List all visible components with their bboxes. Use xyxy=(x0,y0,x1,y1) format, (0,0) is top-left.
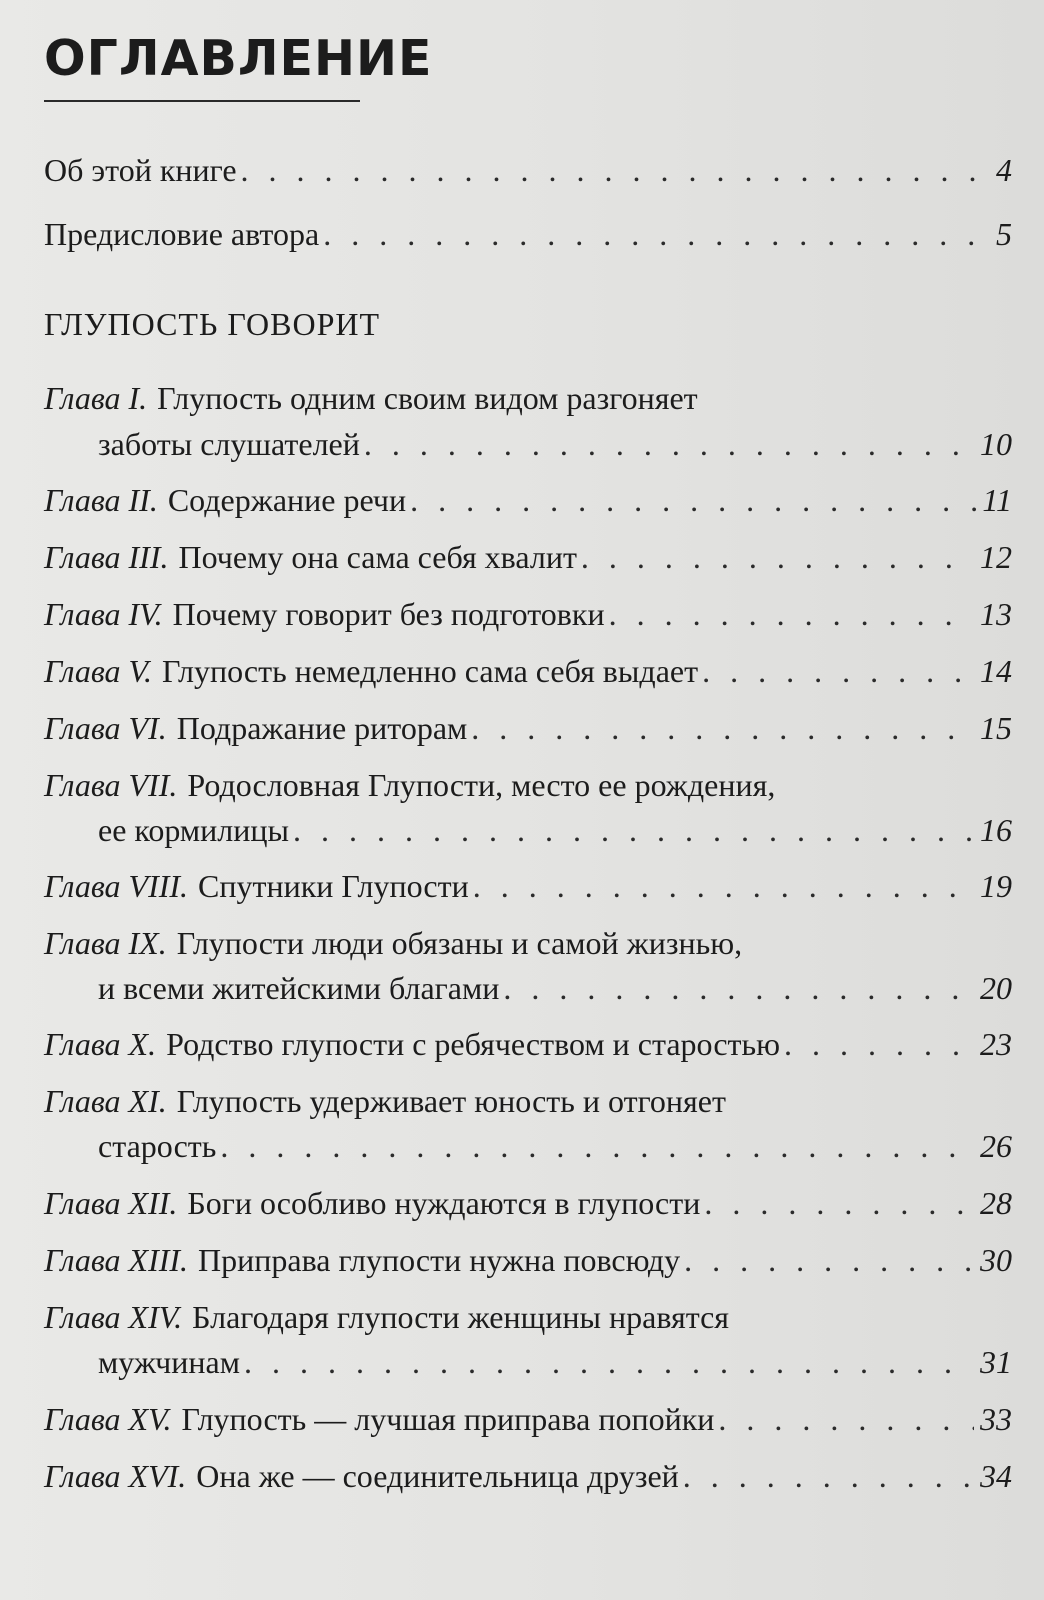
chapter-title: Родословная Глупости, место ее рождения, xyxy=(187,767,776,803)
chapter-title: Глупость — лучшая приправа попойки xyxy=(181,1401,715,1437)
chapter-label: Глава X. xyxy=(44,1026,157,1062)
toc-chapter-5 xyxy=(44,651,1012,691)
toc-chapter-14-line1 xyxy=(44,1297,729,1337)
toc-page-number: 15 xyxy=(980,710,1012,746)
chapter-title: Подражание риторам xyxy=(176,710,468,746)
toc-entry-about xyxy=(44,150,1012,190)
toc-entry-preface xyxy=(44,214,1012,254)
toc-chapter-2 xyxy=(44,480,1012,520)
chapter-title: Глупость немедленно сама себя выдает xyxy=(161,653,699,689)
leader-dots xyxy=(503,968,974,1008)
leader-dots xyxy=(718,1399,974,1439)
leader-dots xyxy=(704,1183,974,1223)
leader-dots xyxy=(293,810,974,850)
toc-chapter-9-line1 xyxy=(44,923,742,963)
toc-page-number: 33 xyxy=(980,1401,1012,1437)
toc-page-number: 26 xyxy=(980,1128,1012,1164)
chapter-title: Боги особливо нуждаются в глупости xyxy=(187,1185,701,1221)
leader-dots xyxy=(220,1126,974,1166)
leader-dots xyxy=(364,424,974,464)
chapter-label: Глава XVI. xyxy=(44,1458,187,1494)
heading-underline xyxy=(44,100,360,102)
toc-chapter-4 xyxy=(44,594,1012,634)
chapter-label: Глава XIV. xyxy=(44,1299,183,1335)
chapter-title-cont: ее кормилицы xyxy=(98,812,289,848)
chapter-title: Глупость удерживает юность и отгоняет xyxy=(176,1083,726,1119)
toc-page-number: 5 xyxy=(996,216,1012,252)
toc-page-number: 19 xyxy=(980,868,1012,904)
toc-entry-title: Об этой книге xyxy=(44,152,237,188)
toc-page-number: 34 xyxy=(980,1458,1012,1494)
leader-dots xyxy=(241,150,990,190)
toc-page-number: 20 xyxy=(980,970,1012,1006)
toc-chapter-14-line2 xyxy=(98,1342,1012,1382)
toc-chapter-11-line1 xyxy=(44,1081,726,1121)
toc-page-number: 11 xyxy=(982,482,1012,518)
toc-chapter-11-line2 xyxy=(98,1126,1012,1166)
chapter-label: Глава V. xyxy=(44,653,152,689)
toc-chapter-9-line2 xyxy=(98,968,1012,1008)
toc-page-number: 4 xyxy=(996,152,1012,188)
leader-dots xyxy=(784,1024,974,1064)
leader-dots xyxy=(581,537,974,577)
toc-chapter-1-line1 xyxy=(44,378,698,418)
toc-page-number: 12 xyxy=(980,539,1012,575)
chapter-label: Глава XIII. xyxy=(44,1242,189,1278)
chapter-title: Приправа глупости нужна повсюду xyxy=(198,1242,681,1278)
toc-chapter-6 xyxy=(44,708,1012,748)
chapter-title: Содержание речи xyxy=(167,482,407,518)
leader-dots xyxy=(323,214,990,254)
chapter-label: Глава XI. xyxy=(44,1083,167,1119)
leader-dots xyxy=(244,1342,974,1382)
leader-dots xyxy=(473,866,974,906)
page-heading: ОГЛАВЛЕНИЕ xyxy=(44,30,433,87)
chapter-label: Глава IV. xyxy=(44,596,163,632)
chapter-title-cont: и всеми житейскими благами xyxy=(98,970,500,1006)
chapter-title: Спутники Глупости xyxy=(198,868,469,904)
chapter-label: Глава IX. xyxy=(44,925,167,961)
leader-dots xyxy=(683,1456,974,1496)
chapter-label: Глава VII. xyxy=(44,767,178,803)
toc-chapter-7-line1 xyxy=(44,765,775,805)
leader-dots xyxy=(410,480,976,520)
toc-page-number: 28 xyxy=(980,1185,1012,1221)
toc-page-number: 30 xyxy=(980,1242,1012,1278)
leader-dots xyxy=(702,651,974,691)
toc-chapter-12 xyxy=(44,1183,1012,1223)
toc-chapter-1-line2 xyxy=(98,424,1012,464)
toc-page-number: 13 xyxy=(980,596,1012,632)
chapter-label: Глава XII. xyxy=(44,1185,178,1221)
chapter-label: Глава VIII. xyxy=(44,868,189,904)
chapter-title-cont: заботы слушателей xyxy=(98,426,360,462)
toc-chapter-10 xyxy=(44,1024,1012,1064)
toc-page-number: 14 xyxy=(980,653,1012,689)
chapter-title-cont: старость xyxy=(98,1128,217,1164)
chapter-title: Родство глупости с ребячеством и старостью xyxy=(166,1026,781,1062)
leader-dots xyxy=(609,594,974,634)
chapter-label: Глава VI. xyxy=(44,710,167,746)
chapter-title: Почему она сама себя хвалит xyxy=(178,539,577,575)
chapter-label: Глава II. xyxy=(44,482,158,518)
part-title: ГЛУПОСТЬ ГОВОРИТ xyxy=(44,306,381,342)
chapter-title: Глупость одним своим видом разгоняет xyxy=(157,380,698,416)
toc-entry-title: Предисловие автора xyxy=(44,216,320,252)
chapter-label: Глава I. xyxy=(44,380,148,416)
toc-page-number: 10 xyxy=(980,426,1012,462)
chapter-title: Она же — соединительница друзей xyxy=(196,1458,679,1494)
toc-chapter-7-line2 xyxy=(98,810,1012,850)
chapter-title: Почему говорит без подготовки xyxy=(172,596,605,632)
toc-page-number: 23 xyxy=(980,1026,1012,1062)
chapter-label: Глава XV. xyxy=(44,1401,172,1437)
leader-dots xyxy=(684,1240,974,1280)
chapter-title: Глупости люди обязаны и самой жизнью, xyxy=(176,925,743,961)
toc-chapter-16 xyxy=(44,1456,1012,1496)
chapter-title-cont: мужчинам xyxy=(98,1344,240,1380)
toc-chapter-13 xyxy=(44,1240,1012,1280)
leader-dots xyxy=(471,708,974,748)
toc-page-number: 31 xyxy=(980,1344,1012,1380)
chapter-label: Глава III. xyxy=(44,539,169,575)
toc-chapter-8 xyxy=(44,866,1012,906)
toc-page-number: 16 xyxy=(980,812,1012,848)
chapter-title: Благодаря глупости женщины нравятся xyxy=(192,1299,730,1335)
toc-chapter-3 xyxy=(44,537,1012,577)
toc-chapter-15 xyxy=(44,1399,1012,1439)
